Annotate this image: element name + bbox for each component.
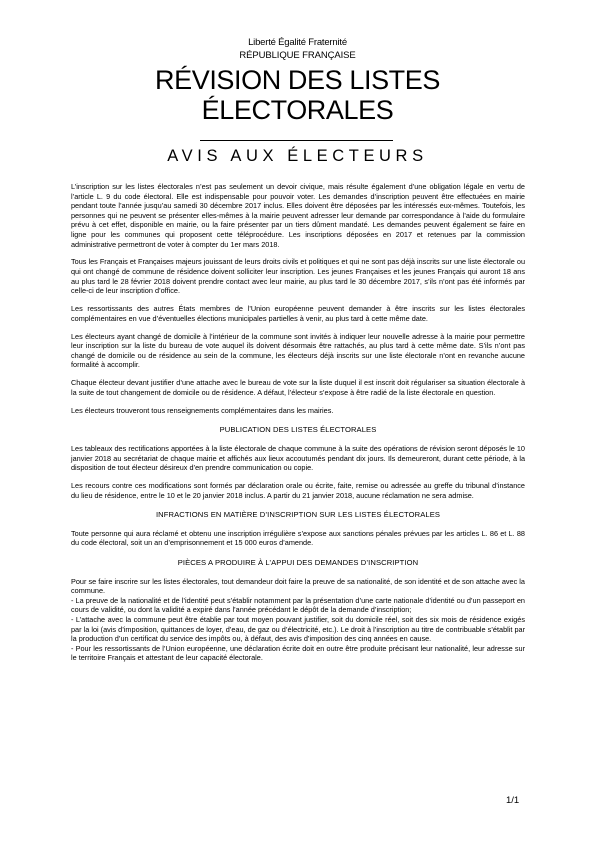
list-item: - La preuve de la nationalité et de l’identité peut s’établir notamment par la présentation d’une carte nationale d’identité ou d’un passeport en cours de validité, ou dont la validité a expiré dans l’année précédant le dépôt de la demande d’inscription; xyxy=(71,595,525,615)
page-subtitle: AVIS AUX ÉLECTEURS xyxy=(167,147,428,165)
section-heading-pieces: PIÈCES A PRODUIRE À L’APPUI DES DEMANDES D’INSCRIPTION xyxy=(177,558,419,567)
section-heading-publication: PUBLICATION DES LISTES ÉLECTORALES xyxy=(219,425,377,435)
intro-paragraph-3: Les ressortissants des autres États membres de l’Union européenne peuvent demander à être inscrits sur les listes électorales complémentaires en vue d’éventuelles élections municipales partielles à venir, au plus tard à cette même date. xyxy=(71,304,525,323)
list-item: - Pour les ressortissants de l’Union européenne, une déclaration écrite doit en outre être produite précisant leur nationalité, leur adresse sur le territoire Français et attestant de leur capacité électorale. xyxy=(71,643,525,663)
intro-paragraph-5: Chaque électeur devant justifier d’une attache avec le bureau de vote sur la liste duquel il est inscrit doit régulariser sa situation électorale à la suite de tout changement de domicile ou de résidence. A défaut, l’électeur s’expose à être radié de la liste électorale en question. xyxy=(71,378,525,397)
intro-paragraph-6: Les électeurs trouveront tous renseignements complémentaires dans les mairies. xyxy=(71,405,334,415)
title-divider xyxy=(200,140,393,141)
title-line-2: ÉLECTORALES xyxy=(201,95,394,125)
notice-body xyxy=(71,182,525,663)
list-item: - L’attache avec la commune peut être établie par tout moyen pouvant justifier, soit du domicile réel, soit des six mois de résidence exigés par la loi (avis d’imposition, quittances de loyer, d’eau, de gaz ou d’électricité, etc.). Le droit à l’inscription au titre de contribuable s’établit par la production d’un certificat du service des impôts ou, à défaut, des avis d’imposition des cinq années en cause. xyxy=(71,614,525,644)
pieces-intro: Pour se faire inscrire sur les listes électorales, tout demandeur doit faire la preuve de sa nationalité, de son identité et de son attache avec la commune. xyxy=(71,576,525,596)
page-number: 1/1 xyxy=(506,795,520,806)
publication-paragraph-1: Les tableaux des rectifications apportées à la liste électorale de chaque commune à la suite des opérations de révision seront déposés le 10 janvier 2018 au secrétariat de chaque mairie et affichés aux lieux accoutumés pendant dix jours. Ils demeureront, durant cette période, à la disposition de tout électeur désireux d’en prendre communication ou copie. xyxy=(71,443,525,473)
infractions-paragraph: Toute personne qui aura réclamé et obtenu une inscription irrégulière s’expose aux sanctions pénales prévues par les articles L. 86 et L. 88 du code électoral, soit un an d’emprisonnement et 15 000 euros d’amende. xyxy=(71,528,525,548)
intro-paragraph-4: Les électeurs ayant changé de domicile à l’intérieur de la commune sont invités à indiquer leur nouvelle adresse à la mairie pour permettre leur inscription sur la liste du bureau de vote auquel ils doivent désormais être rattachés, au plus tard à cette même date. S’ils n’ont pas changé de domicile ou de résidence au sein de la commune, les électeurs déjà inscrits sur une liste électorale n’ont en revanche aucune formalité à accomplir. xyxy=(71,331,525,370)
republic-name: RÉPUBLIQUE FRANÇAISE xyxy=(239,50,356,61)
intro-paragraph-2: Tous les Français et Françaises majeurs jouissant de leurs droits civils et politiques et qui ne sont pas déjà inscrits sur une liste électorale ou qui ont changé de commune de résidence doivent solliciter leur inscription. Les jeunes Françaises et les jeunes Français qui auront 18 ans au plus tard le 28 février 2018 doivent prendre contact avec leur mairie, au plus tard le 30 décembre 2017, s’ils n’ont pas été informés par celle-ci de leur inscription d’office. xyxy=(71,257,525,296)
republic-motto: Liberté Égalité Fraternité xyxy=(248,37,347,48)
section-heading-infractions: INFRACTIONS EN MATIÈRE D’INSCRIPTION SUR LES LISTES ÉLECTORALES xyxy=(155,510,441,520)
publication-paragraph-2: Les recours contre ces modifications sont formés par déclaration orale ou écrite, faite, remise ou adressée au greffe du tribunal d’instance du lieu de résidence, entre le 10 et le 20 janvier 2018 inclus. A partir du 21 janvier 2018, aucune réclamation ne sera admise. xyxy=(71,481,525,500)
title-line-1: RÉVISION DES LISTES xyxy=(155,65,440,95)
pieces-list xyxy=(71,596,525,663)
intro-paragraph-1: L’inscription sur les listes électorales n’est pas seulement un devoir civique, mais résulte également d’une obligation légale en vertu de l’article L. 9 du code électoral. Elle est indispensable pour pouvoir voter. Les demandes d’inscription peuvent être effectuées en mairie pendant toute l’année jusqu’au samedi 30 décembre 2017 inclus. Elles doivent être déposées par les intéressés eux-mêmes. Toutefois, les personnes qui ne peuvent se présenter elles-mêmes à la mairie peuvent adresser leur demande par correspondance à l’aide du formulaire prévu à cet effet, disponible en mairie, ou la faire présenter par un tiers dûment mandaté. Les demandes peuvent également se faire en ligne pour les communes qui proposent cette téléprocédure. Les inscriptions déposées en 2017 et retenues par la commission administrative permettront de voter à compter du 1er mars 2018. xyxy=(71,182,525,249)
page-title xyxy=(0,65,595,125)
